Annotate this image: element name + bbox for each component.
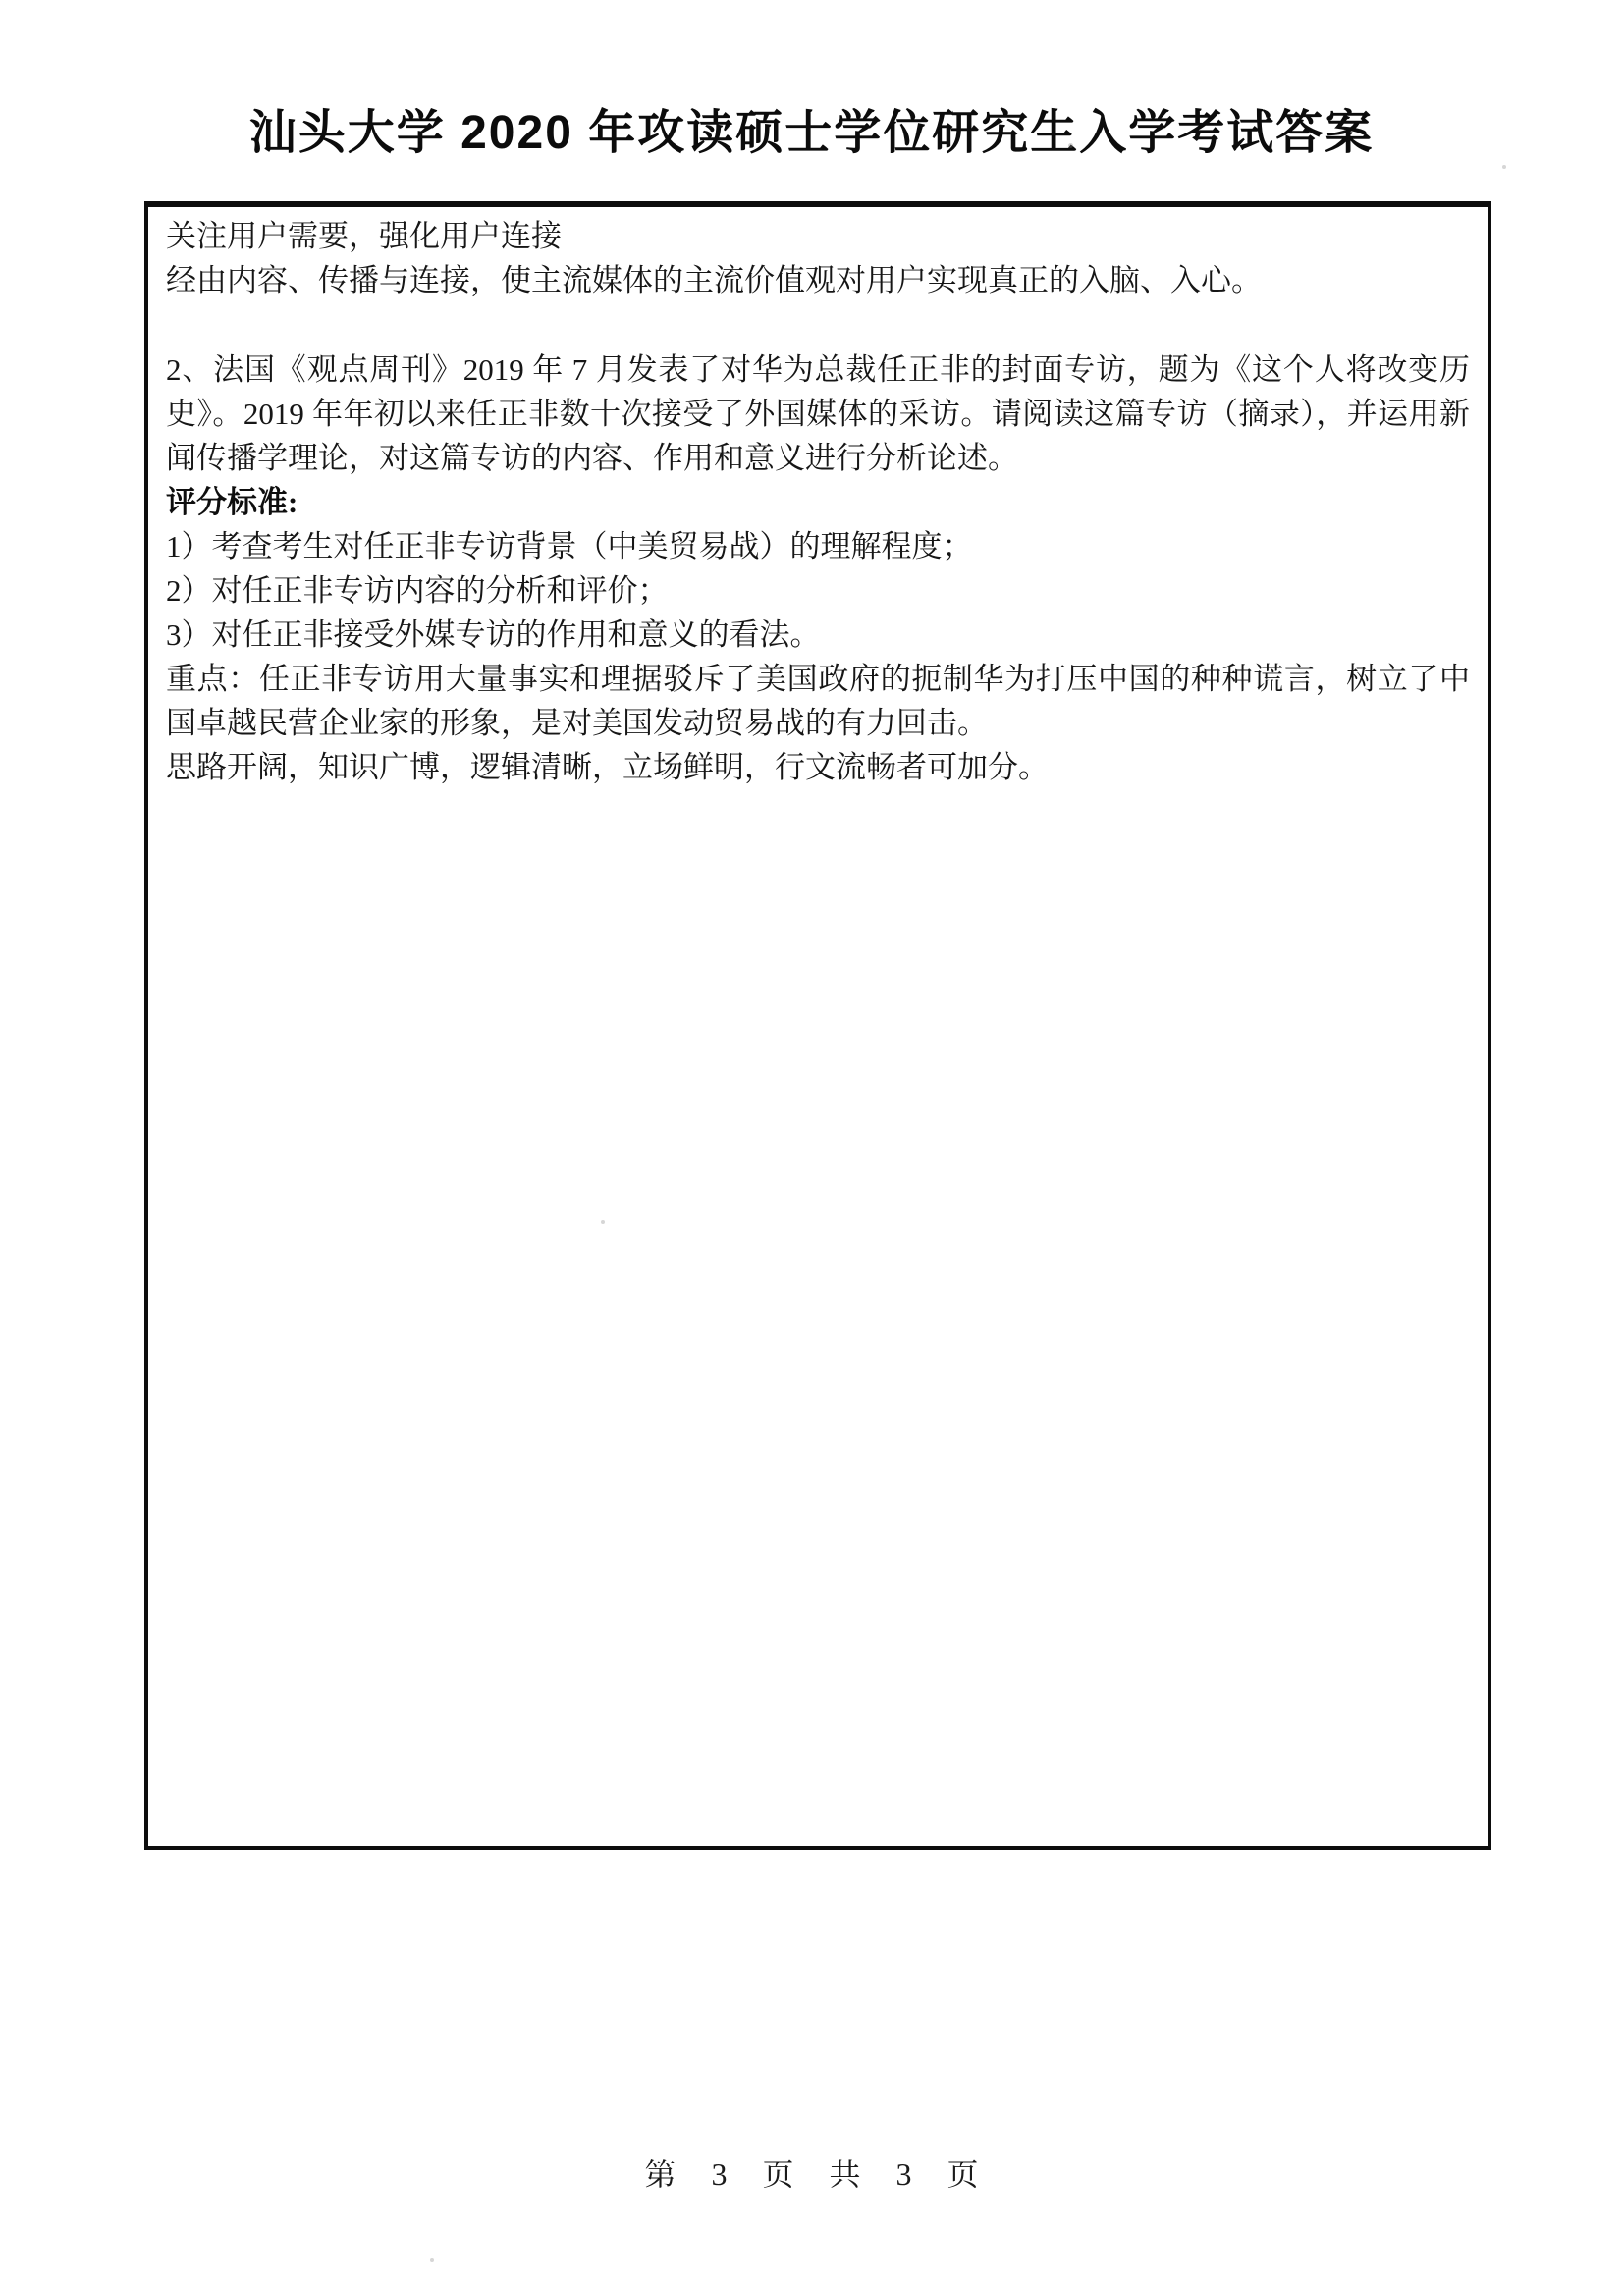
key-point-text: 重点：任正非专访用大量事实和理据驳斥了美国政府的扼制华为打压中国的种种谎言，树立了中国卓越民营企业家的形象，是对美国发动贸易战的有力回击。	[166, 662, 1470, 740]
intro-line-1: 关注用户需要，强化用户连接	[166, 219, 562, 253]
criteria-item-2: 2）对任正非专访内容的分析和评价；	[166, 573, 669, 608]
scan-speck	[430, 2258, 434, 2262]
scoring-criteria-heading: 评分标准:	[166, 485, 298, 519]
question-2-text: 2、法国《观点周刊》2019 年 7 月发表了对华为总裁任正非的封面专访，题为《这个人将改变历史》。2019 年年初以来任正非数十次接受了外国媒体的采访。请阅读这篇专访（摘录），并运用新闻传播学理论，对这篇专访的内容、作用和意义进行分析论述。	[166, 352, 1470, 475]
bonus-note-text: 思路开阔，知识广博，逻辑清晰，立场鲜明，行文流畅者可加分。	[166, 750, 1049, 784]
answer-content-box	[144, 201, 1491, 1850]
scan-speck	[601, 1220, 605, 1224]
intro-line-2: 经由内容、传播与连接，使主流媒体的主流价值观对用户实现真正的入脑、入心。	[166, 263, 1262, 297]
scan-speck	[1068, 143, 1073, 148]
paragraph-gap	[166, 302, 1470, 347]
scan-speck	[1502, 165, 1506, 169]
criteria-item-3: 3）对任正非接受外媒专访的作用和意义的看法。	[166, 617, 821, 652]
page-number-indicator: 第 3 页 共 3 页	[644, 2157, 979, 2192]
page-title: 汕头大学 2020 年攻读硕士学位研究生入学考试答案	[248, 107, 1375, 159]
criteria-item-1: 1）考查考生对任正非专访背景（中美贸易战）的理解程度；	[166, 529, 973, 563]
